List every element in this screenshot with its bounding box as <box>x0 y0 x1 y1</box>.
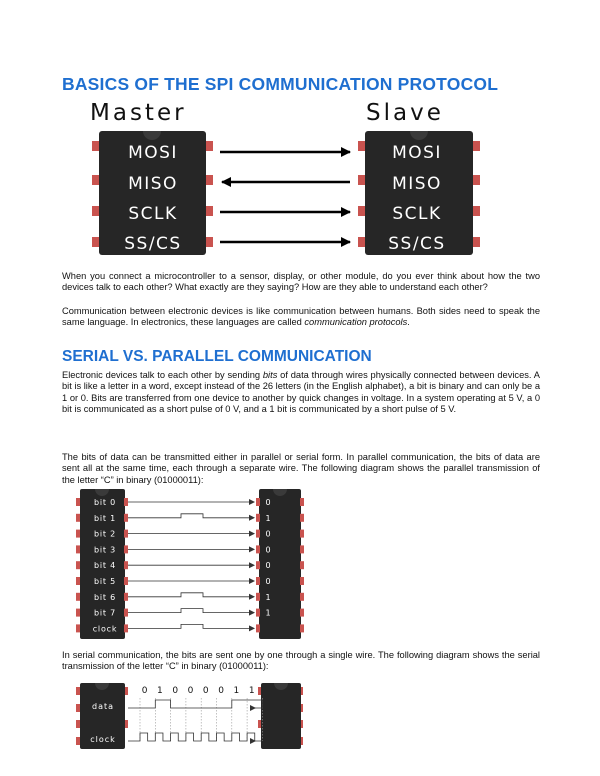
parallel-bit-label: bit 6 <box>93 592 117 602</box>
slave-pin-sclk: SCLK <box>392 204 442 224</box>
serial-bit-digit: 0 <box>218 686 224 696</box>
parallel-bit-value: 0 <box>265 561 271 571</box>
section-heading: SERIAL VS. PARALLEL COMMUNICATION <box>62 348 372 365</box>
serial-data-wire <box>128 700 262 708</box>
serial-data-arrow <box>250 705 256 711</box>
serial-bit-digit: 0 <box>187 686 194 696</box>
parallel-bit-label: bit 3 <box>93 545 117 555</box>
serial-bit-digit: 0 <box>141 686 148 696</box>
parallel-clock-label: clock <box>92 624 118 634</box>
serial-bit-digit: 1 <box>233 686 240 696</box>
master-label: Master <box>90 100 187 126</box>
slave-pin-miso: MISO <box>392 174 442 194</box>
master-pin-mosi: MOSI <box>128 143 178 163</box>
serial-bit-digit: 0 <box>202 686 209 696</box>
emphasis-bits: bits <box>262 370 278 380</box>
slave-pin-sscs: SS/CS <box>388 234 446 254</box>
intro-paragraph-2: Communication between electronic devices is like communication between humans. Both sides need to speak the same language. In electronics, these languages are called communication protocols. <box>62 306 540 328</box>
serial-clock-wire <box>128 733 262 741</box>
master-pin-sclk: SCLK <box>128 204 178 224</box>
parallel-bit-label: bit 7 <box>93 608 117 618</box>
parallel-bit-label: bit 5 <box>93 577 117 586</box>
parallel-bit-label: bit 2 <box>93 529 117 539</box>
parallel-bit-value: 0 <box>265 529 271 539</box>
parallel-bit-value: 1 <box>265 608 271 618</box>
slave-pin-mosi: MOSI <box>392 143 442 163</box>
serial-bit-digit: 1 <box>248 686 255 696</box>
serial-data-label: data <box>91 702 115 711</box>
serial-right-chip <box>258 683 303 749</box>
slave-label: Slave <box>366 100 444 126</box>
master-pin-miso: MISO <box>128 174 178 194</box>
parallel-bit-value: 1 <box>265 513 271 523</box>
parallel-bit-value: 1 <box>265 592 271 602</box>
parallel-bit-label: bit 4 <box>93 561 117 571</box>
parallel-bit-value: 0 <box>265 545 271 555</box>
section-paragraph-1: Electronic devices talk to each other by sending bits of data through wires physically connected between devices. A bit is like a letter in a word, except instead of the 26 letters (in the English alphabet), a bit is binary and can only be a 1 or 0. Bits are transferred from one device to another by quick changes in voltage. In a system operating at 5 V, a 0 bit is communicated as a short pulse of 0 V, and a 1 bit is communicated by a short pulse of 5 V. <box>62 370 540 415</box>
parallel-bit-value: 0 <box>265 498 271 507</box>
serial-bit-digit: 0 <box>172 686 179 696</box>
emphasis-protocols: communication protocols <box>304 317 408 328</box>
serial-bit-digit: 1 <box>157 686 163 696</box>
master-pin-sscs: SS/CS <box>124 234 182 254</box>
section-paragraph-2: The bits of data can be transmitted either in parallel or serial form. In parallel communication, the bits of data are sent all at the same time, each through a separate wire. The following diagram shows the parallel transmission of the letter “C” in binary (01000011): <box>62 452 540 485</box>
parallel-bit-value: 0 <box>265 577 271 586</box>
page-title: BASICS OF THE SPI COMMUNICATION PROTOCOL <box>62 74 499 94</box>
parallel-bit-label: bit 1 <box>93 513 117 523</box>
serial-clock-label: clock <box>90 735 116 744</box>
section-paragraph-3: In serial communication, the bits are sent one by one through a single wire. The following diagram shows the serial transmission of the letter “C” in binary (01000011): <box>62 650 540 672</box>
parallel-bit-label: bit 0 <box>93 498 117 507</box>
intro-paragraph-1: When you connect a microcontroller to a sensor, display, or other module, do you ever think about how the two devices talk to each other? What exactly are they saying? How are they able to understand each other? <box>62 271 540 293</box>
